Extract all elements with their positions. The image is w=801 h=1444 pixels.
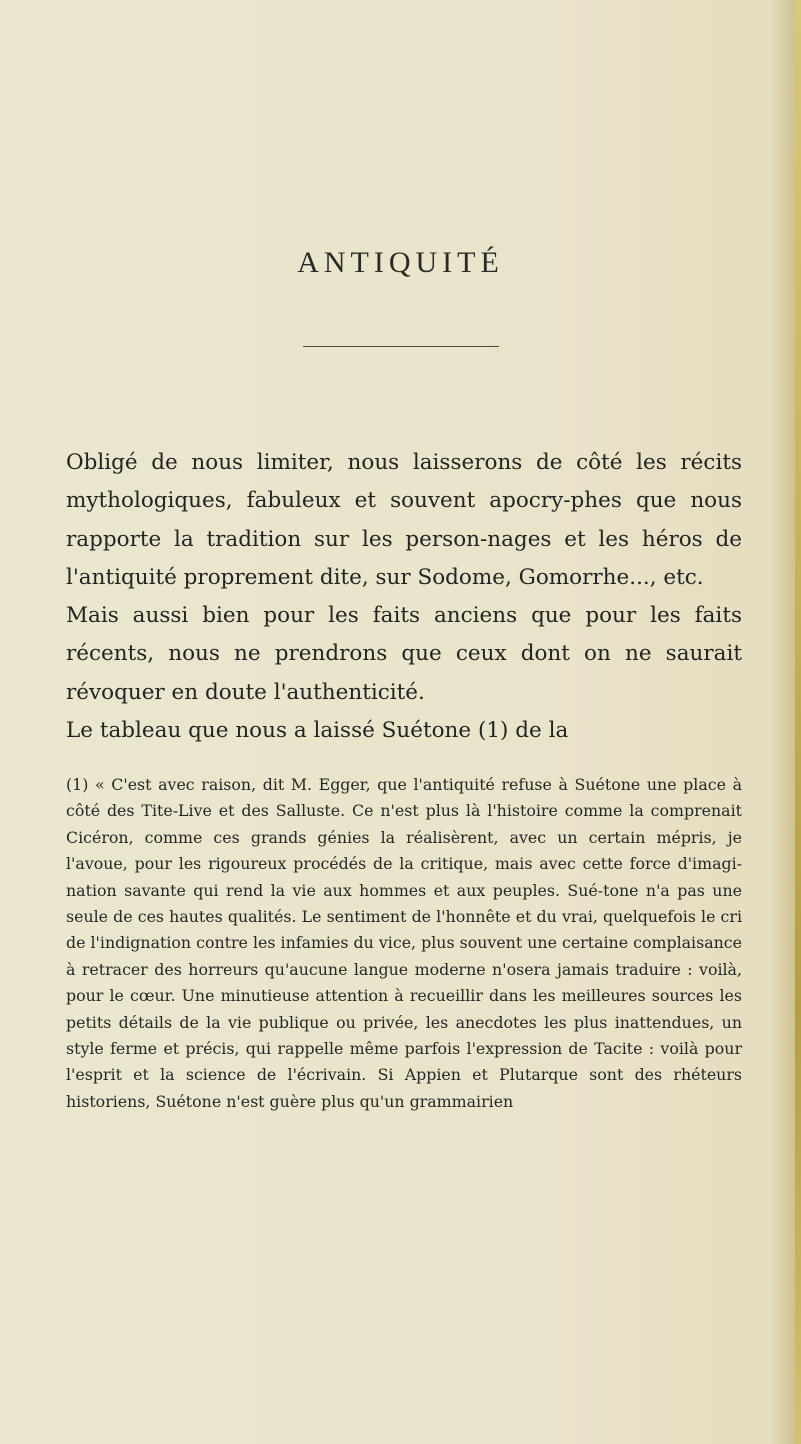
paragraph-2: Mais aussi bien pour les faits anciens que pour les faits récents, nous ne prendrons que ceux dont on ne saurait révoquer en doute l'authenticité. [66,603,742,705]
main-text [66,444,742,750]
paragraph-3: Le tableau que nous a laissé Suétone (1) de la [66,718,569,744]
page-edge-stain [795,0,801,1444]
title-divider [303,346,499,347]
paragraph-1: Obligé de nous limiter, nous laisserons de côté les récits mythologiques, fabuleux et souvent apocry-phes que nous rapporte la tradition sur les person-nages et les héros de l'antiquité proprement dite, sur Sodome, Gomorrhe..., etc. [66,450,742,590]
footnote [66,772,742,1115]
footnote-text: (1) « C'est avec raison, dit M. Egger, que l'antiquité refuse à Suétone une place à côté des Tite-Live et des Salluste. Ce n'est plus là l'histoire comme la comprenait Cicéron, comme ces grands génies la réalisèrent, avec un certain mépris, je l'avoue, pour les rigoureux procédés de la critique, mais avec cette force d'imagi-nation savante qui rend la vie aux hommes et aux peuples. Sué-tone n'a pas une seule de ces hautes qualités. Le sentiment de l'honnête et du vrai, quelquefois le cri de l'indignation contre les infamies du vice, plus souvent une certaine complaisance à retracer des horreurs qu'aucune langue moderne n'osera jamais traduire : voilà, pour le cœur. Une minutieuse attention à recueillir dans les meilleures sources les petits détails de la vie publique ou privée, les anecdotes les plus inattendues, un style ferme et précis, qui rappelle même parfois l'expression de Tacite : voilà pour l'esprit et la science de l'écrivain. Si Appien et Plutarque sont des rhéteurs historiens, Suétone n'est guère plus qu'un grammairien [66,775,742,1111]
page-title: ANTIQUITÉ [297,246,504,279]
